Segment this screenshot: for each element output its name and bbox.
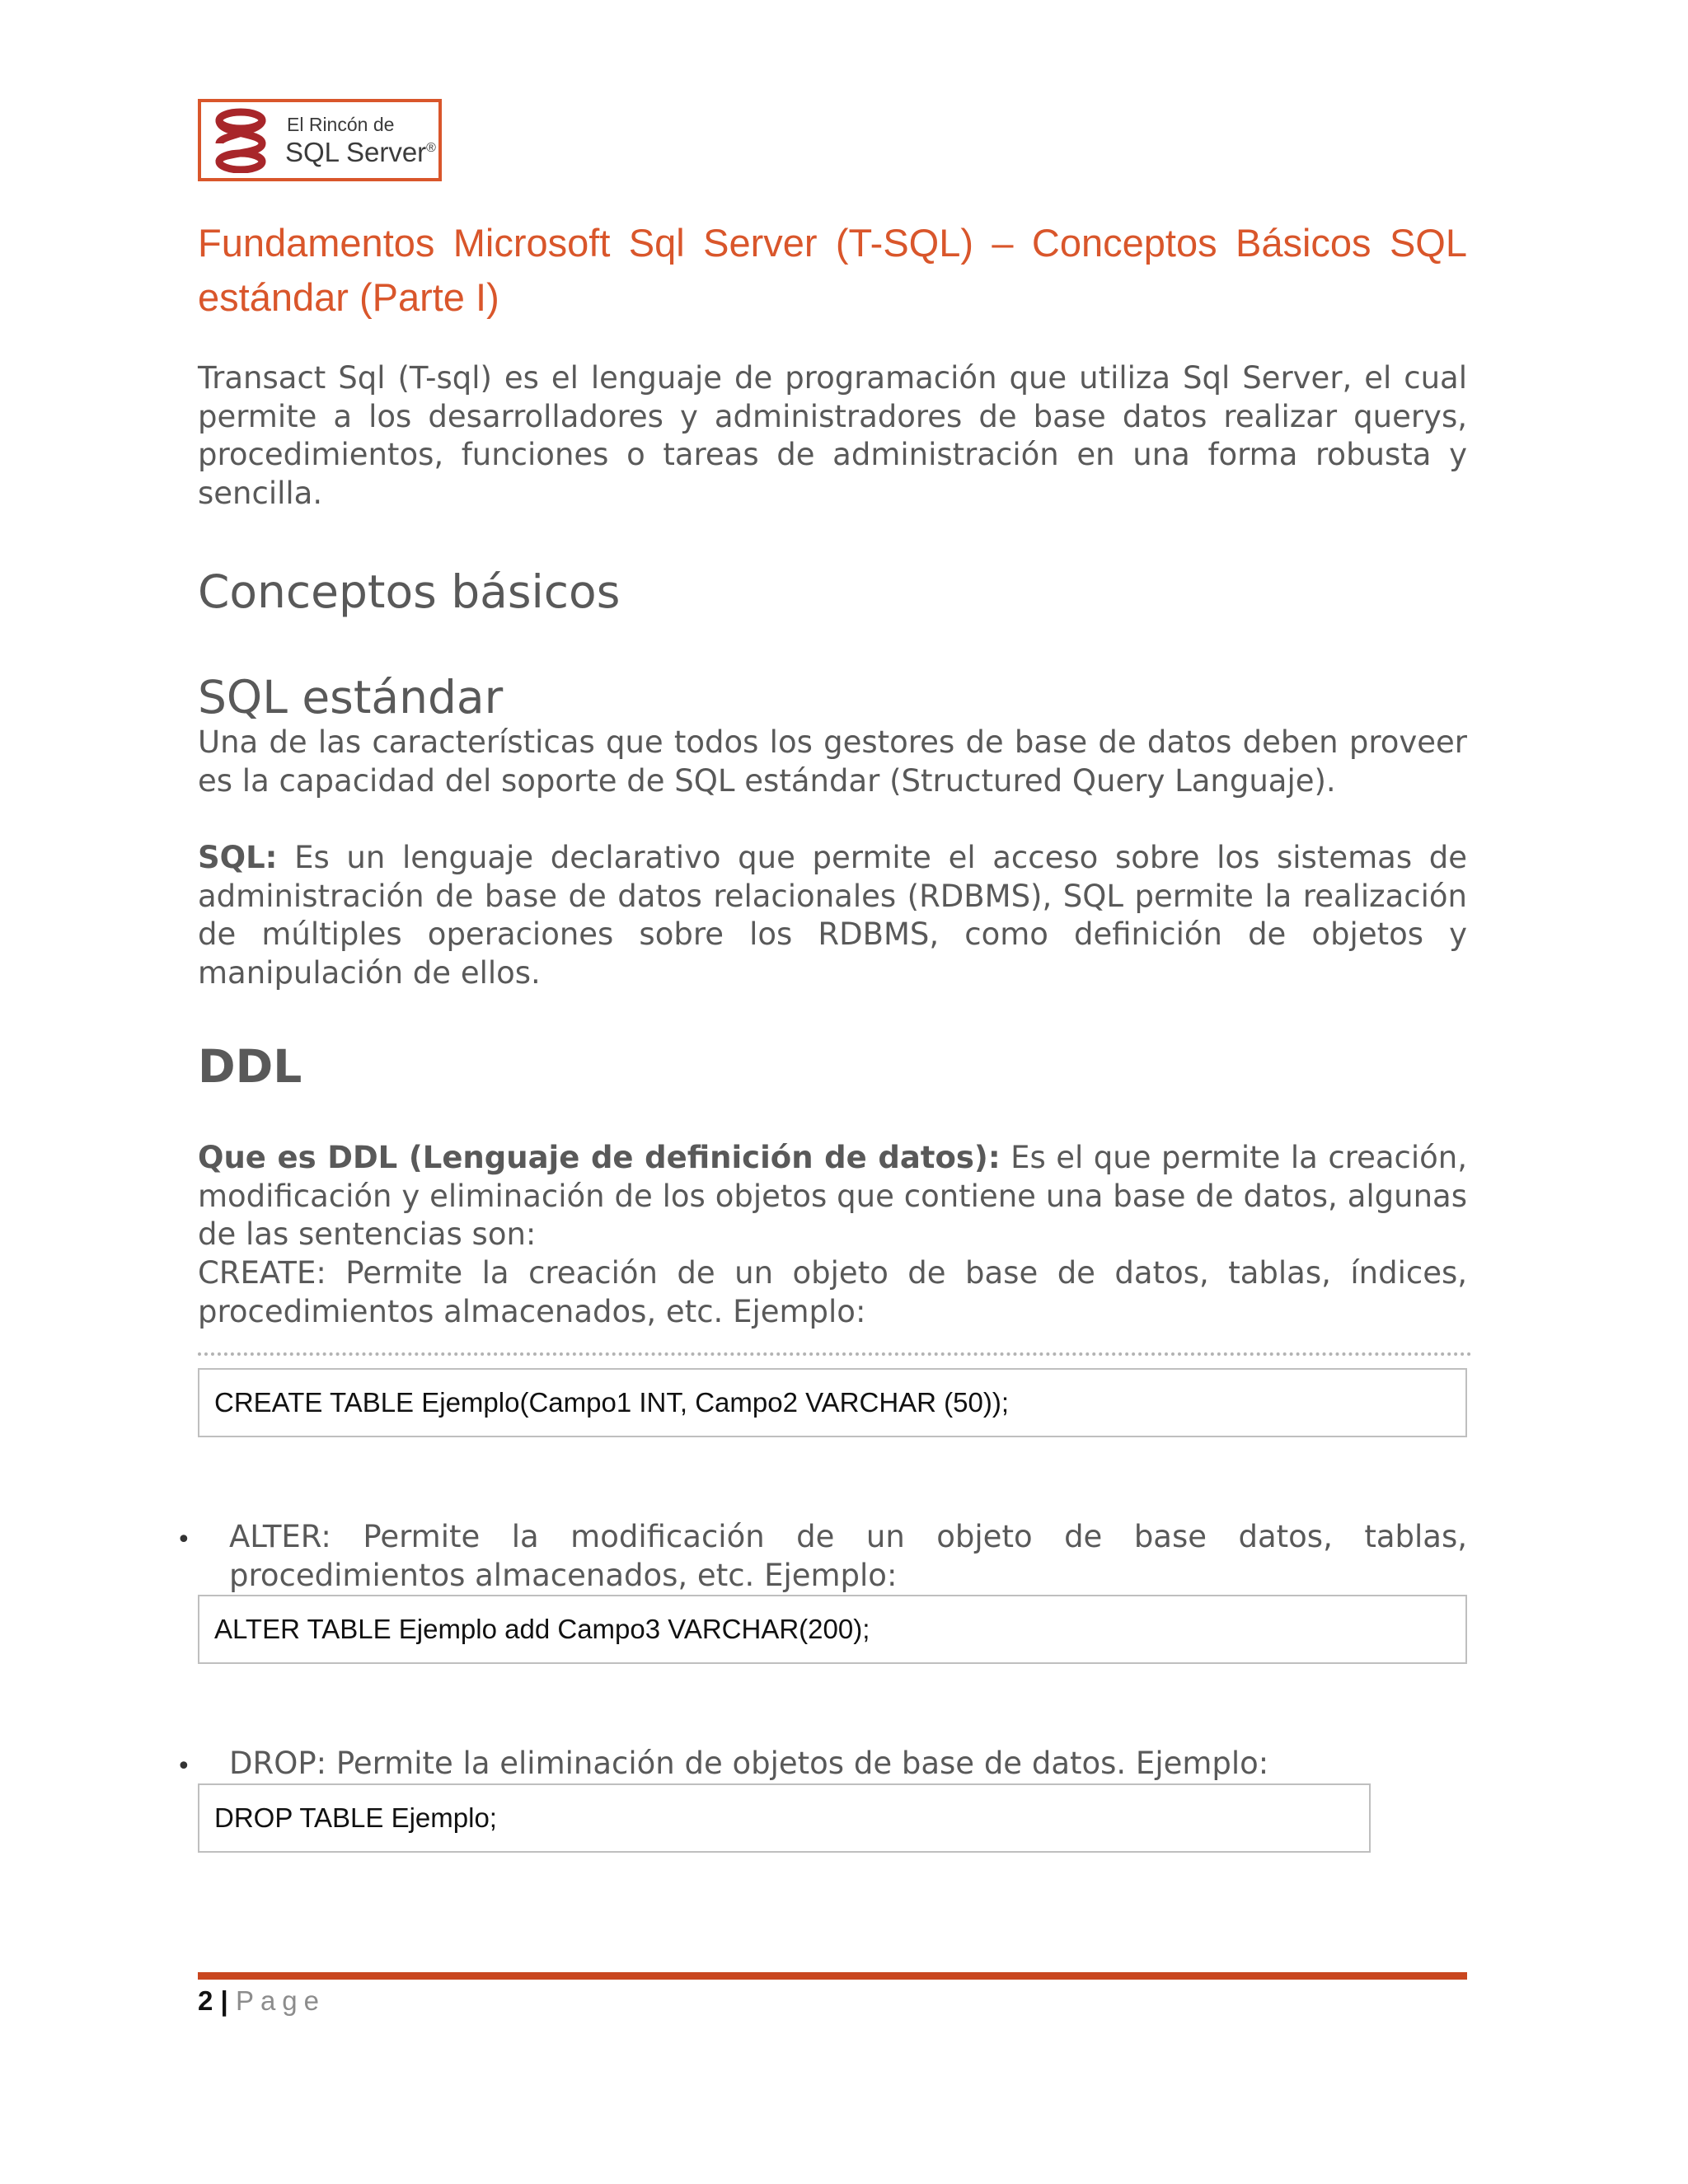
logo-text-main	[285, 137, 436, 168]
sql-definition-text: Es un lenguaje declarativo que permite el acceso sobre los sistemas de administración de base de datos relacionales (RDBMS), SQL permite la realización de múltiples operaciones sobre los RDBMS, como definición de objetos y manipulación de ellos.	[198, 840, 1467, 991]
database-logo-icon	[208, 107, 274, 173]
create-code-block: CREATE TABLE Ejemplo(Campo1 INT, Campo2 VARCHAR (50));	[198, 1368, 1467, 1437]
create-paragraph: CREATE: Permite la creación de un objeto de base de datos, tablas, índices, procedimientos almacenados, etc. Ejemplo:	[198, 1255, 1467, 1329]
dotted-divider	[198, 1352, 1472, 1356]
ddl-definition-paragraph	[198, 1139, 1467, 1254]
intro-paragraph: Transact Sql (T-sql) es el lenguaje de programación que utiliza Sql Server, el cual permite a los desarrolladores y administradores de base datos realizar querys, procedimientos, funciones o tareas de administración en una forma robusta y sencilla.	[198, 360, 1467, 511]
logo-text-top: El Rincón de	[287, 114, 395, 135]
alter-paragraph: ALTER: Permite la modificación de un objeto de base datos, tablas, procedimientos almacenados, etc. Ejemplo:	[229, 1519, 1467, 1593]
sql-intro-paragraph: Una de las características que todos los gestores de base de datos deben proveer es la capacidad del soporte de SQL estándar (Structured Query Languaje).	[198, 724, 1467, 799]
ddl-definition-label: Que es DDL (Lenguaje de definición de datos):	[198, 1140, 1001, 1175]
footer-rule	[198, 1972, 1467, 1980]
logo-text-sql-server: SQL Server	[285, 137, 427, 167]
alter-bullet: •	[176, 1526, 191, 1554]
page-title: Fundamentos Microsoft Sql Server (T-SQL) – Conceptos Básicos SQL estándar (Parte I)	[198, 221, 1467, 319]
drop-paragraph: DROP: Permite la eliminación de objetos de base de datos. Ejemplo:	[229, 1746, 1269, 1781]
drop-code-block: DROP TABLE Ejemplo;	[198, 1783, 1371, 1853]
page-separator: |	[220, 1985, 228, 2016]
heading-ddl: DDL	[198, 1040, 302, 1093]
heading-conceptos-basicos: Conceptos básicos	[198, 565, 621, 618]
page-label: Page	[235, 1985, 326, 2016]
ddl-definition-text: Es el que permite la creación, modificación y eliminación de los objetos que contiene una base de datos, algunas de las sentencias son:	[198, 1140, 1467, 1252]
logo	[198, 99, 442, 181]
heading-sql-estandar: SQL estándar	[198, 671, 504, 724]
logo-registered-mark: ®	[426, 141, 436, 155]
drop-bullet: •	[176, 1752, 191, 1781]
footer	[198, 1981, 326, 2021]
sql-definition-paragraph	[198, 839, 1467, 992]
sql-definition-label: SQL:	[198, 840, 278, 875]
page-number: 2	[198, 1985, 213, 2016]
alter-code-block: ALTER TABLE Ejemplo add Campo3 VARCHAR(200);	[198, 1595, 1467, 1664]
